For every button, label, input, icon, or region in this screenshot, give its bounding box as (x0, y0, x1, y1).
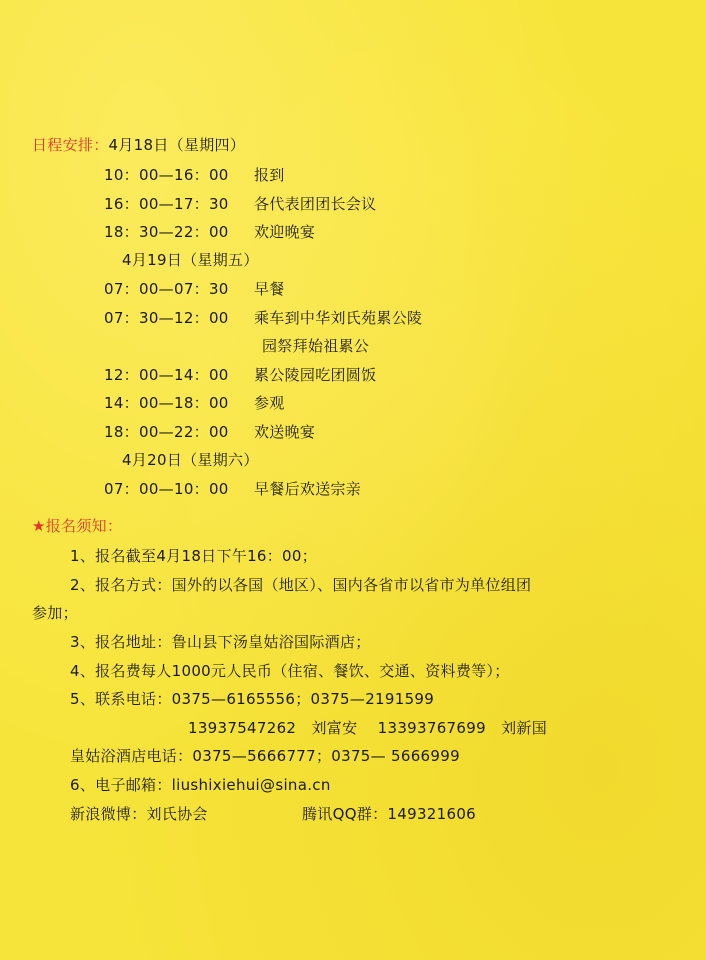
schedule-row (104, 478, 361, 499)
schedule-row (104, 221, 315, 242)
schedule-time: 14：00—18：00 (104, 394, 229, 412)
notice-line: 参加； (32, 604, 78, 622)
schedule-row (104, 193, 376, 214)
schedule-heading (32, 134, 245, 155)
schedule-event: 欢送晚宴 (254, 423, 316, 441)
notice-weibo: 新浪微博：刘氏协会 (70, 805, 208, 823)
notice-line: 皇姑浴酒店电话：0375—5666777；0375— 5666999 (70, 747, 460, 765)
schedule-time: 18：00—22：00 (104, 423, 229, 441)
schedule-event: 报到 (254, 166, 285, 184)
schedule-row (104, 164, 285, 185)
schedule-time: 07：00—07：30 (104, 280, 229, 298)
notice-line: 4、报名费每人1000元人民币（住宿、餐饮、交通、资料费等）； (70, 662, 510, 680)
schedule-row (104, 421, 315, 442)
notice-line: 3、报名地址：鲁山县下汤皇姑浴国际酒店； (70, 633, 371, 651)
day2-date: 4月19日（星期五） (122, 251, 259, 269)
schedule-row (104, 278, 285, 299)
schedule-time: 07：00—10：00 (104, 480, 229, 498)
schedule-time: 12：00—14：00 (104, 366, 229, 384)
schedule-row (104, 307, 422, 328)
schedule-time: 10：00—16：00 (104, 166, 229, 184)
schedule-event: 欢迎晚宴 (254, 223, 316, 241)
schedule-time: 16：00—17：30 (104, 195, 229, 213)
notice-line: 2、报名方式：国外的以各国（地区）、国内各省市以省市为单位组团 (70, 576, 532, 594)
notice-heading: ★报名须知： (32, 517, 123, 535)
notice-line: 1、报名截至4月18日下午16：00； (70, 547, 318, 565)
schedule-event: 乘车到中华刘氏苑累公陵 (254, 309, 423, 327)
schedule-event: 累公陵园吃团圆饭 (254, 366, 377, 384)
schedule-event: 园祭拜始祖累公 (262, 337, 370, 355)
notice-email-line: 6、电子邮箱：liushixiehui@sina.cn (70, 776, 331, 794)
notice-line: 5、联系电话：0375—6165556；0375—2191599 (70, 690, 435, 708)
schedule-time: 18：30—22：00 (104, 223, 229, 241)
schedule-time: 07：30—12：00 (104, 309, 229, 327)
day3-date: 4月20日（星期六） (122, 451, 259, 469)
notice-qq-group: 腾讯QQ群：149321606 (302, 805, 477, 823)
schedule-row (104, 364, 376, 385)
schedule-event: 早餐后欢送宗亲 (254, 480, 362, 498)
schedule-event: 早餐 (254, 280, 285, 298)
schedule-row (104, 392, 285, 413)
schedule-event: 参观 (254, 394, 285, 412)
schedule-row (104, 335, 369, 356)
notice-line: 13937547262 刘富安 13393767699 刘新国 (188, 719, 548, 737)
schedule-heading-label: 日程安排： (32, 136, 109, 154)
day1-date: 4月18日（星期四） (108, 136, 246, 154)
schedule-event: 各代表团团长会议 (254, 195, 377, 213)
